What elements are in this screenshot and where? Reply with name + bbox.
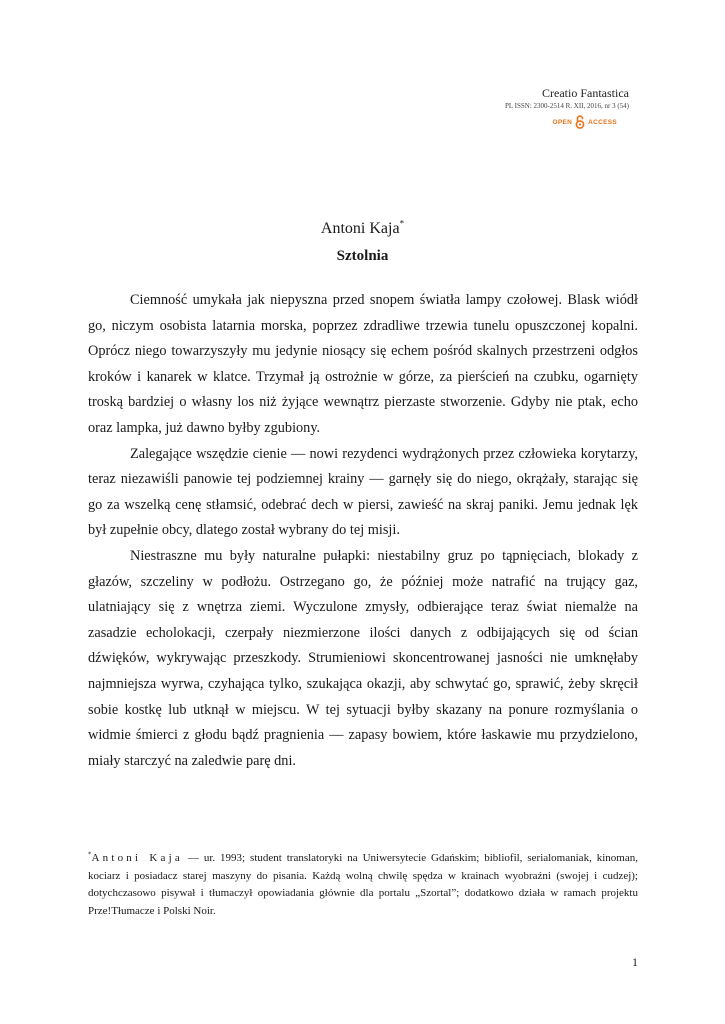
page-number: 1: [632, 955, 638, 969]
open-access-label-right: ACCESS: [588, 118, 617, 126]
paragraph: Niestraszne mu były naturalne pułapki: niestabilny gruz po tąpnięciach, blokady z głazów, szczeliny w podłożu. Ostrzegano go, że później może natrafić na trujący gaz, ulatniający się z wnętrza ziemi. Wyczulone zmysły, odbierające teraz świat niemalże na zasadzie echolokacji, czerpały niezmierzone ilości danych z odbijających się od ścian dźwięków, wykrywając przeszkody. Strumieniowi skoncentrowanej jasności nie umknęłaby najmniejsza wyrwa, czyhająca tylko, szukająca okazji, aby schwytać go, sprawić, żeby skręcił sobie kostkę lub utknął w miejscu. W tej sytuacji byłby skazany na ponure rozmyślania o widmie śmierci z głodu bądź pragnienia — zapasy bowiem, które łaskawie mu przydzielono, miały starczyć na zaledwie parę dni.: [88, 547, 638, 769]
open-access-logo: [505, 115, 629, 129]
journal-title: Creatio Fantastica: [542, 86, 629, 100]
author-footnote: [88, 850, 638, 920]
footnote-mark: *: [88, 850, 92, 859]
open-access-label-left: OPEN: [552, 118, 573, 126]
author-footnote-mark: *: [399, 218, 405, 229]
article-title: Sztolnia: [336, 248, 389, 264]
paragraph: Ciemność umykała jak niepyszna przed snopem światła lampy czołowej. Blask wiódł go, niczym osobista latarnia morska, poprzez zdradliwe trzewia tunelu opuszczonej kopalni. Oprócz niego towarzyszyły mu jedynie niosący się echem pośród skalnych przestrzeni odgłos kroków i kanarek w klatce. Trzymał ją ostrożnie w górze, za pierścień na czubku, ogarnięty troską bardziej o własny los niż żyjące wewnątrz pierzaste stworzenie. Gdyby nie ptak, echo oraz lampka, już dawno byłby zgubiony.: [88, 292, 638, 436]
article-author: [0, 219, 725, 239]
paragraph: Zalegające wszędzie cienie — nowi rezydenci wydrążonych przez człowieka korytarzy, teraz niezawiśli panowie tej podziemnej krainy — garnęły się do niego, okrążały, starając się go za wszelką cenę stłamsić, odebrać dech w piersi, zawieść na skraj paniki. Jemu jednak lęk był zupełnie obcy, dlatego został wybrany do tej misji.: [88, 445, 638, 539]
journal-header: [505, 86, 629, 129]
article-body: [88, 288, 638, 774]
footnote-author-name: Antoni Kaja: [91, 852, 183, 864]
footnote-text: — ur. 1993; student translatoryki na Uniwersytecie Gdańskim; bibliofil, serialomaniak, kinoman, kociarz i posiadacz starej maszyny do pisania. Każdą wolną chwilę spędza w krainach wyobraźni (swojej i cudzej); dotychczasowo pisywał i tłumaczył opowiadania głównie dla portalu „Szortal”; dodatkowo działa w ramach projektu Prze!Tłumacze i Polski Noir.: [88, 852, 638, 917]
issn-line: PL ISSN: 2300-2514 R. XII, 2016, nr 3 (54): [505, 102, 629, 110]
author-name: Antoni Kaja: [320, 220, 400, 237]
open-access-lock-icon: [575, 115, 585, 129]
